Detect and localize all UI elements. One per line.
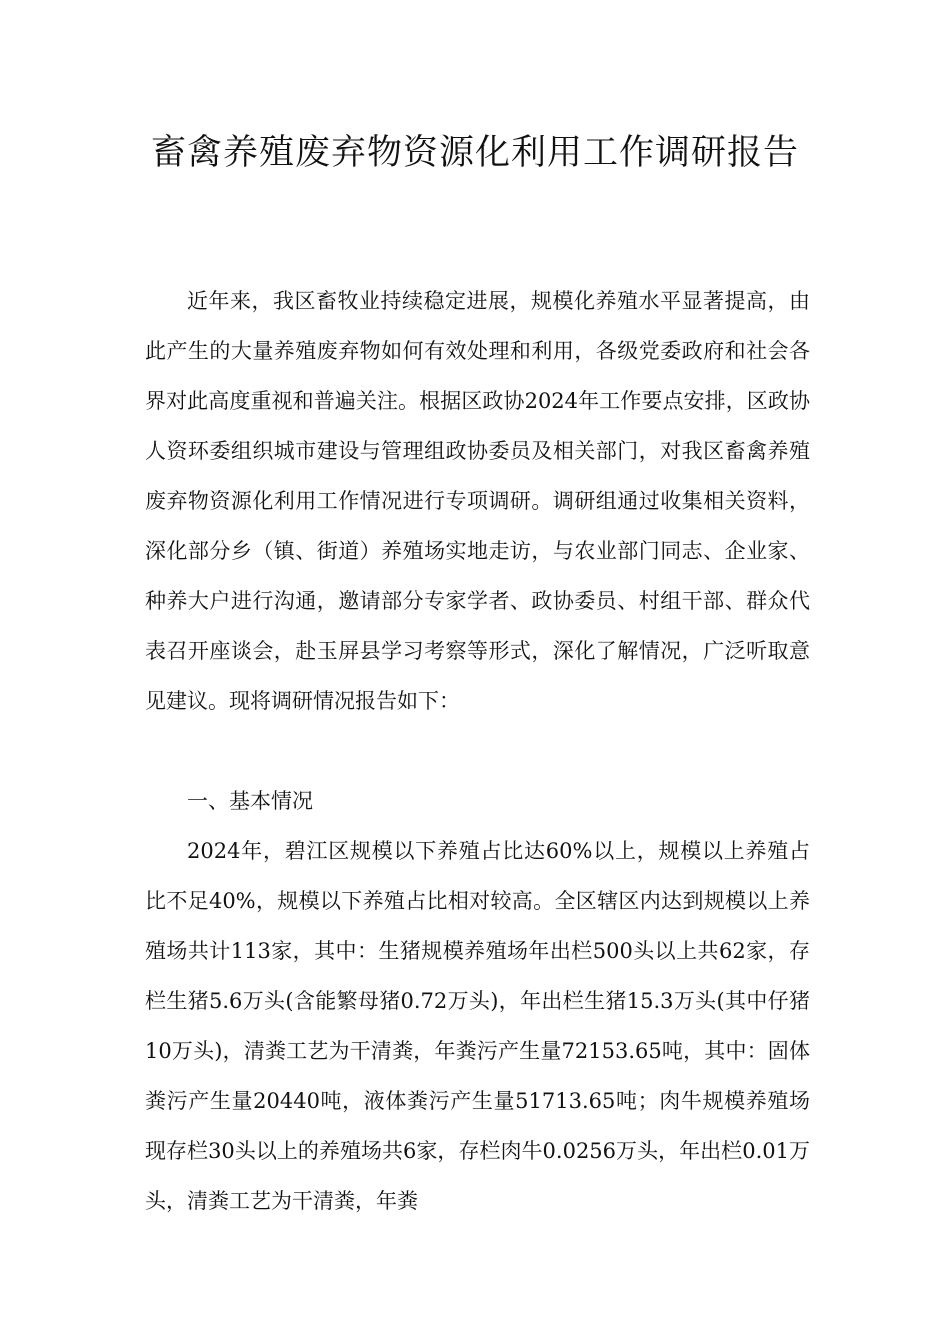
basic-situation-paragraph: 2024年，碧江区规模以下养殖占比达60%以上，规模以上养殖占比不足40%，规模以下养殖占比相对较高。全区辖区内达到规模以上养殖场共计113家，其中：生猪规模养殖场年出栏500头以上共62家，存栏生猪5.6万头(含能繁母猪0.72万头)，年出栏生猪15.3万头(其中仔猪10万头)，清粪工艺为干清粪，年粪污产生量72153.65吨，其中：固体粪污产生量20440吨，液体粪污产生量51713.65吨；肉牛规模养殖场现存栏30头以上的养殖场共6家，存栏肉牛0.0256万头，年出栏0.01万头，清粪工艺为干清粪，年粪 [145,839,810,1213]
document-title: 畜禽养殖废弃物资源化利用工作调研报告 [150,133,799,173]
section-heading-basic-situation: 一、基本情况 [187,789,313,813]
intro-paragraph: 近年来，我区畜牧业持续稳定进展，规模化养殖水平显著提高，由此产生的大量养殖废弃物如何有效处理和利用，各级党委政府和社会各界对此高度重视和普遍关注。根据区政协2024年工作要点安排，区政协人资环委组织城市建设与管理组政协委员及相关部门，对我区畜禽养殖废弃物资源化利用工作情况进行专项调研。调研组通过收集相关资料，深化部分乡（镇、街道）养殖场实地走访，与农业部门同志、企业家、种养大户进行沟通，邀请部分专家学者、政协委员、村组干部、群众代表召开座谈会，赴玉屏县学习考察等形式，深化了解情况，广泛听取意见建议。现将调研情况报告如下： [145,289,810,713]
